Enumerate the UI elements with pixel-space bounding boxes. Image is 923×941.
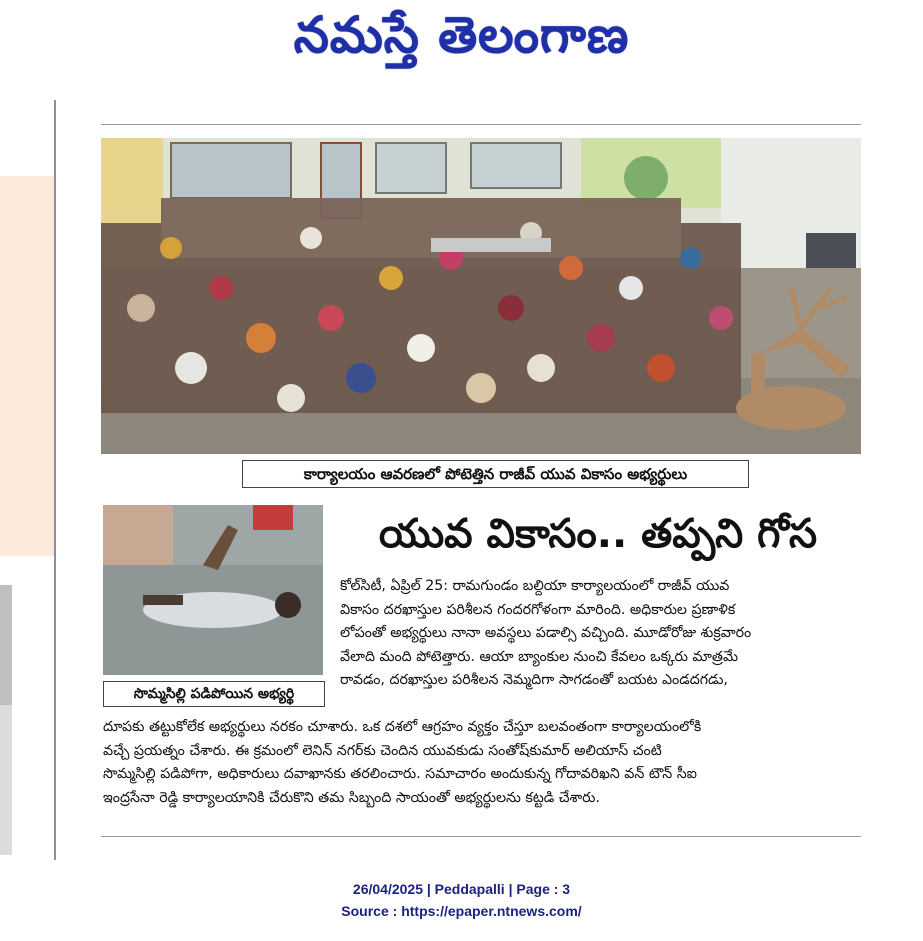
adjacent-page-image-strip bbox=[0, 585, 12, 855]
masthead bbox=[0, 0, 923, 80]
article-line: ఇంద్రసేనా రెడ్డి కార్యాలయానికి చేరుకొని తమ సిబ్బంది సాయంతో అభ్యర్థులను కట్టడి చేశారు. bbox=[103, 789, 600, 806]
page-divider-line bbox=[54, 100, 56, 860]
edition-info: 26/04/2025 | Peddapalli | Page : 3 bbox=[352, 881, 571, 897]
fainted-candidate-image bbox=[103, 505, 323, 675]
article-body-full-width bbox=[103, 716, 860, 810]
article-line: లోపంతో అభ్యర్థులు నానా అవస్థలు పడాల్సి వచ్చింది. మూడోరోజు శుక్రవారం bbox=[340, 625, 752, 641]
article-line: రావడం, దరఖాస్తుల పరిశీలన నెమ్మదిగా సాగడంతో బయట ఎండదగడు, bbox=[340, 672, 728, 688]
article-body-column bbox=[340, 575, 860, 693]
headline: యువ వికాసం.. తప్పని గోస bbox=[378, 511, 818, 557]
crowd-photo bbox=[101, 138, 861, 454]
article-line: సొమ్మసిల్లి పడిపోగా, అధికారులు దవాఖానకు తరలించారు. సమాచారం అందుకున్న గోదావరిఖని వన్ టౌన్ సీఐ bbox=[103, 766, 697, 782]
epaper-footer bbox=[0, 878, 923, 922]
source-link[interactable]: Source : https://epaper.ntnews.com/ bbox=[341, 903, 582, 919]
newspaper-logo: నమస్తే తెలంగాణ bbox=[293, 6, 630, 64]
crowd-photo-image bbox=[101, 138, 861, 454]
article-line: వేలాది మంది పోటెత్తారు. ఆయా బ్యాంకుల నుంచి కేవలం ఒక్కరు మాత్రమే bbox=[340, 648, 738, 665]
clip-top-rule bbox=[101, 124, 861, 125]
side-photo-caption: సొమ్మసిల్లి పడిపోయిన అభ్యర్థి bbox=[103, 681, 325, 707]
article-line: కోల్‌సిటీ, ఏప్రిల్ 25: రామగుండం బల్దియా కార్యాలయంలో రాజీవ్ యువ bbox=[340, 578, 730, 594]
article-line: దూపకు తట్టుకోలేక అభ్యర్థులు నరకం చూశారు. ఒక దశలో ఆగ్రహం వ్యక్తం చేస్తూ బలవంతంగా కార్యాలయంలోకి bbox=[103, 719, 702, 735]
adjacent-page-strip bbox=[0, 176, 54, 556]
article-line: వచ్చే ప్రయత్నం చేశారు. ఈ క్రమంలో లెనిన్ నగర్‌కు చెందిన యువకుడు సంతోష్‌కుమార్ అలియాస్ చంటి bbox=[103, 742, 662, 759]
article-line: వికాసం దరఖాస్తుల పరిశీలన గందరగోళంగా మారింది. అధికారుల ప్రణాళిక bbox=[340, 601, 736, 618]
clip-bottom-rule bbox=[101, 836, 861, 837]
fainted-candidate-photo bbox=[103, 505, 323, 675]
photo-caption: కార్యాలయం ఆవరణలో పోటెత్తిన రాజీవ్ యువ వికాసం అభ్యర్థులు bbox=[242, 460, 749, 488]
